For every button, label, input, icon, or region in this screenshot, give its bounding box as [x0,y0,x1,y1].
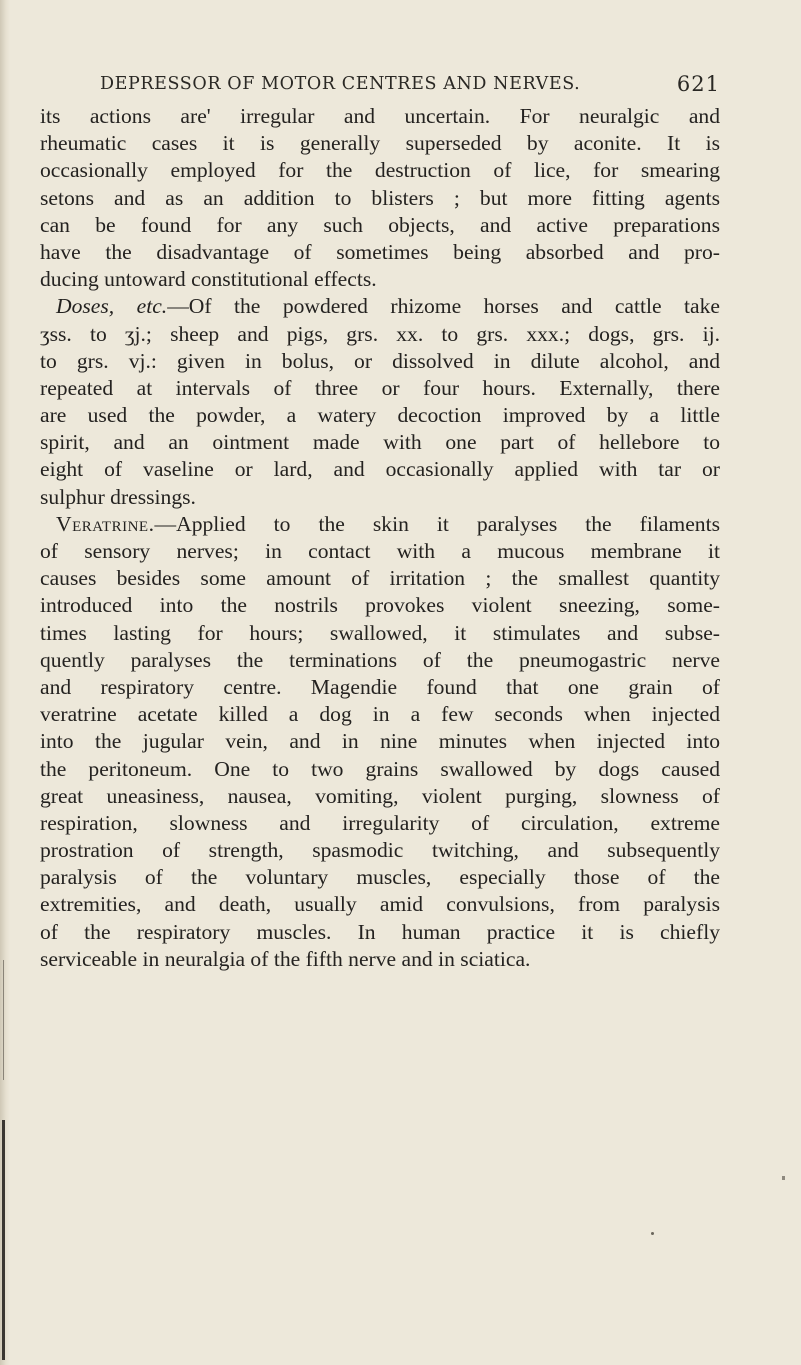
text-line: setons and as an addition to blisters ; but more fitting agents [40,185,720,210]
text-line: have the disadvantage of sometimes being absorbed and pro- [40,239,720,264]
text-line: paralysis of the voluntary muscles, especially those of the [40,865,720,890]
paragraph-intro [40,103,720,293]
doses-lines [40,321,720,511]
page-speck [782,1176,785,1180]
text-line: serviceable in neuralgia of the fifth nerve and in sciatica. [40,946,531,971]
page-number: 621 [676,72,720,96]
text-line: ducing untoward constitutional effects. [40,267,377,292]
text-line: and respiratory centre. Magendie found that one grain of [40,674,720,699]
paragraph-doses [40,293,720,511]
text-line: the peritoneum. One to two grains swallowed by dogs caused [40,756,720,781]
text-line: prostration of strength, spasmodic twitching, and subsequently [40,838,720,863]
text-line: sulphur dressings. [40,484,196,509]
text-line: to grs. vj.: given in bolus, or dissolved in dilute alcohol, and [40,348,720,373]
text-line: ʒss. to ʒj.; sheep and pigs, grs. xx. to grs. xxx.; dogs, grs. ij. [40,321,720,346]
text-line: eight of vaseline or lard, and occasionally applied with tar or [40,457,720,482]
veratrine-first-line [40,511,720,538]
text-line: repeated at intervals of three or four hours. Externally, there [40,375,720,400]
text-line: its actions are' irregular and uncertain. For neuralgic and [40,104,720,128]
text-line: extremities, and death, usually amid convulsions, from paralysis [40,892,720,917]
body-text [40,103,720,973]
page-speck [651,1232,654,1235]
text-line: can be found for any such objects, and active preparations [40,212,720,237]
doses-label: Doses, etc. [56,294,168,319]
veratrine-first-line-text: —Applied to the skin it paralyses the filaments [154,511,720,536]
paragraph-veratrine [40,511,720,973]
text-line: causes besides some amount of irritation ; the smallest quantity [40,566,720,591]
text-line: respiration, slowness and irregularity of circulation, extreme [40,810,720,835]
veratrine-lines [40,538,720,973]
running-title: DEPRESSOR OF MOTOR CENTRES AND NERVES. [100,74,581,94]
veratrine-label: Veratrine. [56,511,155,536]
doses-first-line-text: —Of the powdered rhizome horses and cattle take [167,294,720,319]
text-line: introduced into the nostrils provokes violent sneezing, some- [40,593,720,618]
text-line: of the respiratory muscles. In human practice it is chiefly [40,919,720,944]
text-line: veratrine acetate killed a dog in a few seconds when injected [40,702,720,727]
text-line: of sensory nerves; in contact with a mucous membrane it [40,539,720,563]
doses-first-line [40,293,720,320]
page-edge-line [2,1120,5,1360]
text-line: occasionally employed for the destruction of lice, for smearing [40,158,720,183]
text-line: spirit, and an ointment made with one part of hellebore to [40,430,720,455]
text-line: times lasting for hours; swallowed, it stimulates and subse- [40,620,720,645]
page-edge-mark [3,960,4,1080]
text-line: rheumatic cases it is generally superseded by aconite. It is [40,131,720,156]
running-header [100,74,720,100]
text-line: great uneasiness, nausea, vomiting, violent purging, slowness of [40,783,720,808]
text-line: are used the powder, a watery decoction improved by a little [40,403,720,428]
text-line: quently paralyses the terminations of the pneumogastric nerve [40,647,720,672]
text-line: into the jugular vein, and in nine minutes when injected into [40,729,720,754]
